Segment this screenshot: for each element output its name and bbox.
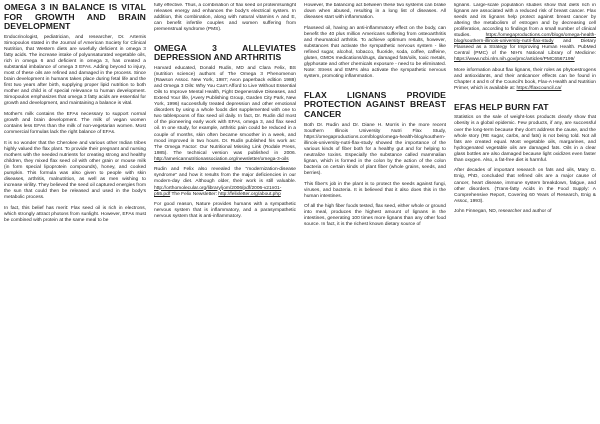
paragraph: Endocrinologist, pediatrician, and researcher, Dr. Artemis Simopoulos stated in the Journal of American Society for Clinical Nutrition, that Western diets are woefully deficient in omega 3 fatty acids. The increase intake of polyunsaturated vegetable oils, rich in omega 6 and deficient in omega 3, has created a substantial imbalance of omega 3 EFAs. Adding beyond to injury, most of these oils are refined and damaged in the process. Since brain development in humans takes place during fetal life and the first two years after birth, supplying proper lipid nutrition to both mother and child is of special relevance to human development. Simopoulos emphasizes that omega 3 fatty acids are essential for growth and development, and maintaining a balance is vital.: [4, 34, 146, 107]
paragraph-text: Rudin and Felix also revealed the "modernization-disease syndrome" and how it results from the major deficiencies in our modern-day diet. Although older, their work is still valuable.: [154, 167, 296, 185]
paragraph: [454, 68, 596, 92]
paragraph-text: More information about flax lignans, their roles as phytoestrogens and antioxidants, and their anticancer effects can be found in Chapter 4 and 6 of the Council's book, Flax-A Health and Nutrition Primer, which is available at:: [454, 68, 596, 92]
paragraph: In fact, this belief has merit: Flax seed oil is rich in electrons, which strongly attract photons from sunlight. However, EFAs must be combined with protein at the same meal to be: [4, 205, 146, 223]
paragraph: [154, 66, 296, 163]
paragraph-text: Harvard educated, Donald Rudin, MD and Clara Felix, BS (nutrition science) authors of The Omega 3 Phenomenon (Rawson Assoc. New York, 1987; Avon paperback edition 1988) and Omega 3 Oils: Why You Can't Afford to Live Without Essential Oils to Improve Mental Health, Fight Degenerative Diseases, and Extend Your life, (Avery Publishing Group, Garden City Park, New York, 1996) successfully treated depression and other emotional disorders by using a whole foods diet supplemented with one to two tablespoons of flax seed oil daily. In fact, Dr. Rudin did most of the pioneering early work with EFAs, omega 3, and flax seed oil. In one study, for example, arthritic pain could be reduced in a couple of months, skin often became smoother in a week, and mood improved in two hours. Dr. Rudin published his work as: The Omega Factor: Our Nutritional Missing Link (Rodale Press, 1985). The technical version was published in 2006.: [154, 66, 296, 156]
paragraph-text: The Felix Newsletter:: [171, 191, 217, 197]
link-american-nutrition[interactable]: http://americannutritionassociation.org/newsletter/omega-3-oils: [154, 156, 289, 162]
link-pubmed-central[interactable]: https://www.ncbi.nlm.nih.gov/pmc/articles/PMC6567199/: [454, 57, 575, 63]
paragraph: Flaxseed oil, having an anti-inflammatory effect on the body, can benefit the 40 plus million Americans suffering from osteoarthritis and rheumatoid arthritis. To achieve optimum results, however, substances that activate the sympathetic nervous system - like refined sugar, alcohol, tobacco, fluoride, soda, coffee, caffeine, gluten, GMOs medications/drugs, damaged fats/oils, toxic metals, glyphosate and other chemicals exposure - need to be eliminated. Note: Stress and EMFs also activate the sympathetic nervous system, promoting inflammation.: [304, 25, 446, 80]
paragraph-text: lignans. Large-scale population studies show that diets rich in lignans are associated with a reduced risk of breast cancer. Flax seeds and its lignans help protect against breast cancer by altering the metabolism of estrogen and by decreasing cell proliferation, according to findings from a small number of clinical studies.: [454, 3, 596, 39]
column-3: [304, 3, 446, 424]
link-flax-council[interactable]: https://flaxcouncil.ca/: [516, 86, 562, 92]
paragraph: Statistics on the sale of weight-loss products clearly show that obesity is a global epidemic. Few products, if any, are successful over the long-term because they don't address the cause, and the whole story (RE sugar, carbs, and fats) is not being told. Not all fats are created equal. Most vegetable oils, margarines, and hydrogenated vegetable oils are damaged fats. Oils in a clear glass bottles are also damaged because light oxidizes even faster than oxygen. Also, a fat-free diet is harmful.: [454, 115, 596, 163]
paragraph: This fiber's job in the plant is to protect the seeds against fungi, viruses, and bacteria. It is believed that it also does this in the human intestines.: [304, 181, 446, 199]
link-nutri-flax-study[interactable]: https://omegaproductions.com/blogs/omega-health-blog/southern-illinois-university-nutri-flax-study: [454, 33, 596, 45]
heading-omega-balance: OMEGA 3 IN BALANCE IS VITAL FOR GROWTH AND BRAIN DEVELOPMENT: [4, 3, 146, 32]
paragraph: However, the balancing act between these two systems can brake down when abused, resulting in a long list of diseases. All diseases start with inflammation.: [304, 3, 446, 21]
paragraph: For good reason, Nature provides humans with a sympathetic nervous system that is inflammatory, and a parasympathetic nervous system that is anti-inflammatory.: [154, 202, 296, 220]
heading-efas-fat: EFAS HELP BURN FAT: [454, 101, 549, 112]
link-felix-letter[interactable]: http://felixletter.org/about.php: [218, 191, 281, 197]
heading-flax-lignans: FLAX LIGNANS PROVIDE PROTECTION AGAINST BREAST CANCER: [304, 89, 446, 119]
paragraph: [454, 3, 596, 63]
paragraph: Both Dr. Rudin and Dr. Diane H. Morris in the more recent Southern Illinois University Nutri Flax Study, https://omegaproductions.com/blogs/omega-health-blog/southern-illinois-university-nutri-flax-study showed the importance of the various kinds of fiber both for a healthy gut and for helping to neutralize toxins. Especially the substance called mammalian lignan, which is formed in the colon by the action of the colon bacteria on certain kinds of plant fiber (whole grains, seeds, and berries).: [304, 122, 446, 176]
paragraph: Mother's milk contains the EFAs necessary to support normal growth and brain development. The milk of vegan women contains less EFAs than the milk of non-vegetarian women. Most commercial formulas lack the right balance of EFAs.: [4, 111, 146, 136]
paragraph: Of all the high fiber foods tested, flax seed, either whole or ground into meal, produces the highest amount of lignans in the intestines, generating 100 times more lignans than any other food source. In fact, it is the richest known dietary source of: [304, 204, 446, 228]
column-1: [4, 3, 146, 424]
paragraph: It is no wonder that the Cherokee and various other Indian tribes highly valued the flax plant. To provide their pregnant and nursing mothers with the needed nutrients for creating strong and healthy children, they mixed flax seed oil with other grain or mouse milk (in form special lipoprotein compounds), honey, and cooked pumpkin. This formula was also given to people with skin diseases, arthritis, malnutrition, as well as men wishing to increase virility. They believed the seed oil captured energies from the sun that could then be released and used in the body's metabolic process.: [4, 140, 146, 201]
heading-omega-depression: OMEGA 3 ALLEVIATES DEPRESSION AND ARTHRITIS: [154, 42, 296, 63]
paragraph: [154, 167, 296, 197]
paragraph-text: and Dietary Flaxseed as a Strategy for Improving Human Health. PubMed Central (PMC) of the NIH's National Library of Medicine:: [454, 39, 596, 57]
paragraph: After decades of important research on fats and oils, Mary G. Enig, PhD, concluded that refined oils are a major cause of cancer, heart disease, immune system breakdown, fatigue, and other disorders. (Trans-fatty Acids in the Food Supply: A Comprehensive Report, Covering 60 Years of Research, Enig & Assoc, 1993).: [454, 168, 596, 204]
column-4: [454, 3, 596, 424]
paragraph: fully effective. Thus, a combination of flax seed oil protein/sunlight releases energy and enhances the body's electrical system. In addition, this combination, along with natural vitamins A and E, can benefit infertile couples and women suffering from premenstrual syndrome (PMS).: [154, 3, 296, 33]
link-orthomolecular[interactable]: http://orthomolecular.org/library/jom/2006/pdf/2006-v21n01-p55.pdf: [154, 185, 282, 197]
column-2: [154, 3, 296, 424]
paragraph: John Finnegan, ND, researcher and author of: [454, 209, 552, 215]
